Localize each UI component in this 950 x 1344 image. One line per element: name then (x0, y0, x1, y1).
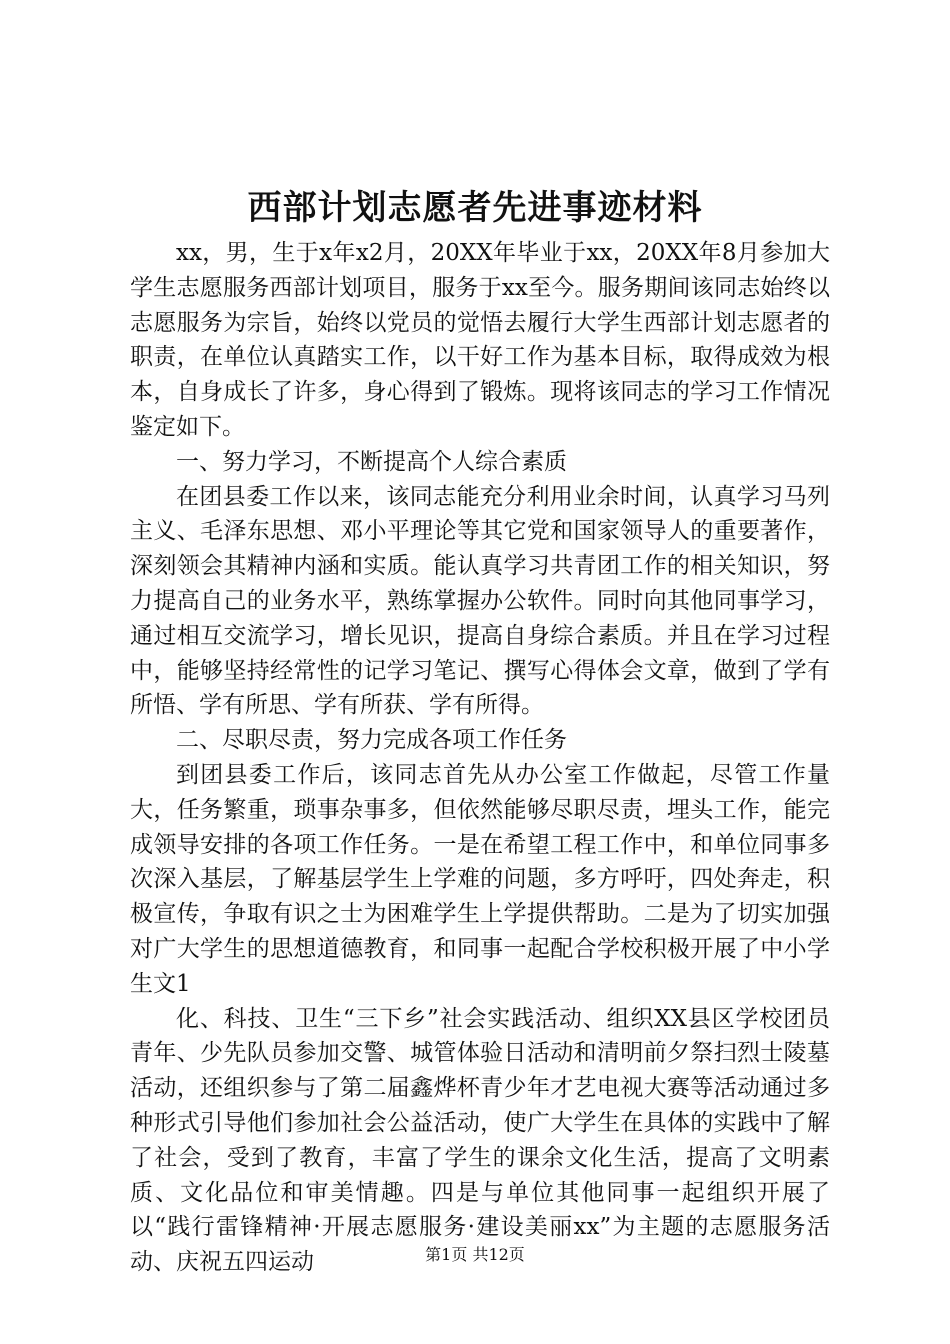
page-footer: 第1页 共12页 (425, 1245, 525, 1264)
document-body (130, 236, 830, 1280)
paragraph-study: 在团县委工作以来，该同志能充分利用业余时间，认真学习马列主义、毛泽东思想、邓小平理论等其它党和国家领导人的重要著作，深刻领会其精神内涵和实质。能认真学习共青团工作的相关知识，努力提高自己的业务水平，熟练掌握办公软件。同时向其他同事学习，通过相互交流学习，增长见识，提高自身综合素质。并且在学习过程中，能够坚持经常性的记学习笔记、撰写心得体会文章，做到了学有所悟、学有所思、学有所获、学有所得。 (130, 483, 830, 719)
paragraph-activities: 化、科技、卫生“三下乡”社会实践活动、组织XX县区学校团员青年、少先队员参加交警、城管体验日活动和清明前夕祭扫烈士陵墓活动，还组织参与了第二届鑫烨杯青少年才艺电视大赛等活动通过多种形式引导他们参加社会公益活动，使广大学生在具体的实践中了解了社会，受到了教育，丰富了学生的课余文化生活，提高了文明素质、文化品位和审美情趣。四是与单位其他同事一起组织开展了以“践行雷锋精神·开展志愿服务·建设美丽xx”为主题的志愿服务活动、庆祝五四运动 (130, 1005, 830, 1276)
document-title: 西部计划志愿者先进事迹材料 (247, 188, 703, 228)
paragraph-work: 到团县委工作后，该同志首先从办公室工作做起，尽管工作量大，任务繁重，琐事杂事多，但依然能够尽职尽责，埋头工作，能完成领导安排的各项工作任务。一是在希望工程工作中，和单位同事多次深入基层，了解基层学生上学难的问题，多方呼吁，四处奔走，积极宣传，争取有识之士为困难学生上学提供帮助。二是为了切实加强对广大学生的思想道德教育，和同事一起配合学校积极开展了中小学生文1 (130, 761, 830, 997)
paragraph-intro: xx，男，生于x年x2月，20XX年毕业于xx，20XX年8月参加大学生志愿服务西部计划项目，服务于xx至今。服务期间该同志始终以志愿服务为宗旨，始终以党员的觉悟去履行大学生西部计划志愿者的职责，在单位认真踏实工作，以干好工作为基本目标，取得成效为根本，自身成长了许多，身心得到了锻炼。现将该同志的学习工作情况鉴定如下。 (130, 240, 830, 440)
section-heading-1: 一、努力学习，不断提高个人综合素质 (176, 448, 567, 475)
section-heading-2: 二、尽职尽责，努力完成各项工作任务 (176, 727, 567, 754)
